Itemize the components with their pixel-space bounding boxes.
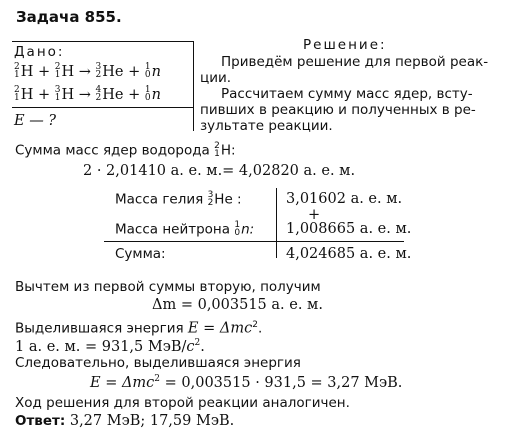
solution-p1-line1: Приведём решение для первой реак- (221, 54, 489, 70)
table-sum-line (104, 241, 404, 242)
solution-p2-line1: Рассчитаем сумму масс ядер, всту- (221, 86, 473, 102)
reaction-1: 2 1 H + 2 1 H → 3 2 He + 1 0 n (14, 62, 161, 80)
energy-line-3: Следовательно, выделившаяся энергия (15, 355, 301, 371)
given-vertical-divider (193, 41, 194, 131)
plus-sign: + (308, 207, 321, 223)
reaction-2: 2 1 H + 3 1 H → 4 2 He + 1 0 n (14, 85, 161, 103)
solution-p2-line2: пивших в реакцию и полученных в ре- (200, 102, 476, 118)
given-top-line (12, 41, 193, 42)
answer-line: Ответ: 3,27 МэВ; 17,59 МэВ. (15, 413, 235, 429)
second-reaction-note: Ход решения для второй реакции аналогичен. (15, 395, 350, 411)
energy-formula: E = Δmc$^2$ = 0,003515 · 931,5 = 3,27 МэВ. (90, 374, 403, 391)
delta-mass: Δm = 0,003515 а. е. м. (152, 297, 323, 313)
solution-heading: Решение: (303, 37, 387, 53)
page-title: Задача 855. (16, 8, 122, 26)
helium-mass-label: Масса гелия 3 2 He : (115, 190, 242, 208)
energy-line-1: Выделившаяся энергия E = Δmc$^2$. (15, 320, 263, 337)
sum-label: Сумма: (115, 246, 166, 262)
solution-p2-line3: зультате реакции. (200, 118, 333, 134)
neutron-mass-value: 1,008665 а. е. м. (286, 221, 412, 237)
find-label: E — ? (14, 113, 57, 129)
solution-p1-line2: ции. (200, 70, 232, 86)
given-divider (12, 107, 193, 108)
table-vertical-divider (276, 188, 277, 258)
given-label: Дано: (14, 44, 65, 60)
energy-line-2: 1 а. е. м. = 931,5 МэВ/$c^2$. (15, 338, 205, 355)
subtract-line: Вычтем из первой суммы вторую, получим (15, 279, 321, 295)
helium-mass-value: 3,01602 а. е. м. (286, 191, 403, 207)
sum-value: 4,024685 а. е. м. (286, 246, 412, 262)
sum-hydrogen-calc: 2 · 2,01410 а. е. м.= 4,02820 а. е. м. (83, 163, 356, 179)
neutron-mass-label: Масса нейтрона 1 0 n: (115, 220, 255, 238)
sum-hydrogen-label: Сумма масс ядер водорода 2 1 H: (15, 141, 236, 159)
